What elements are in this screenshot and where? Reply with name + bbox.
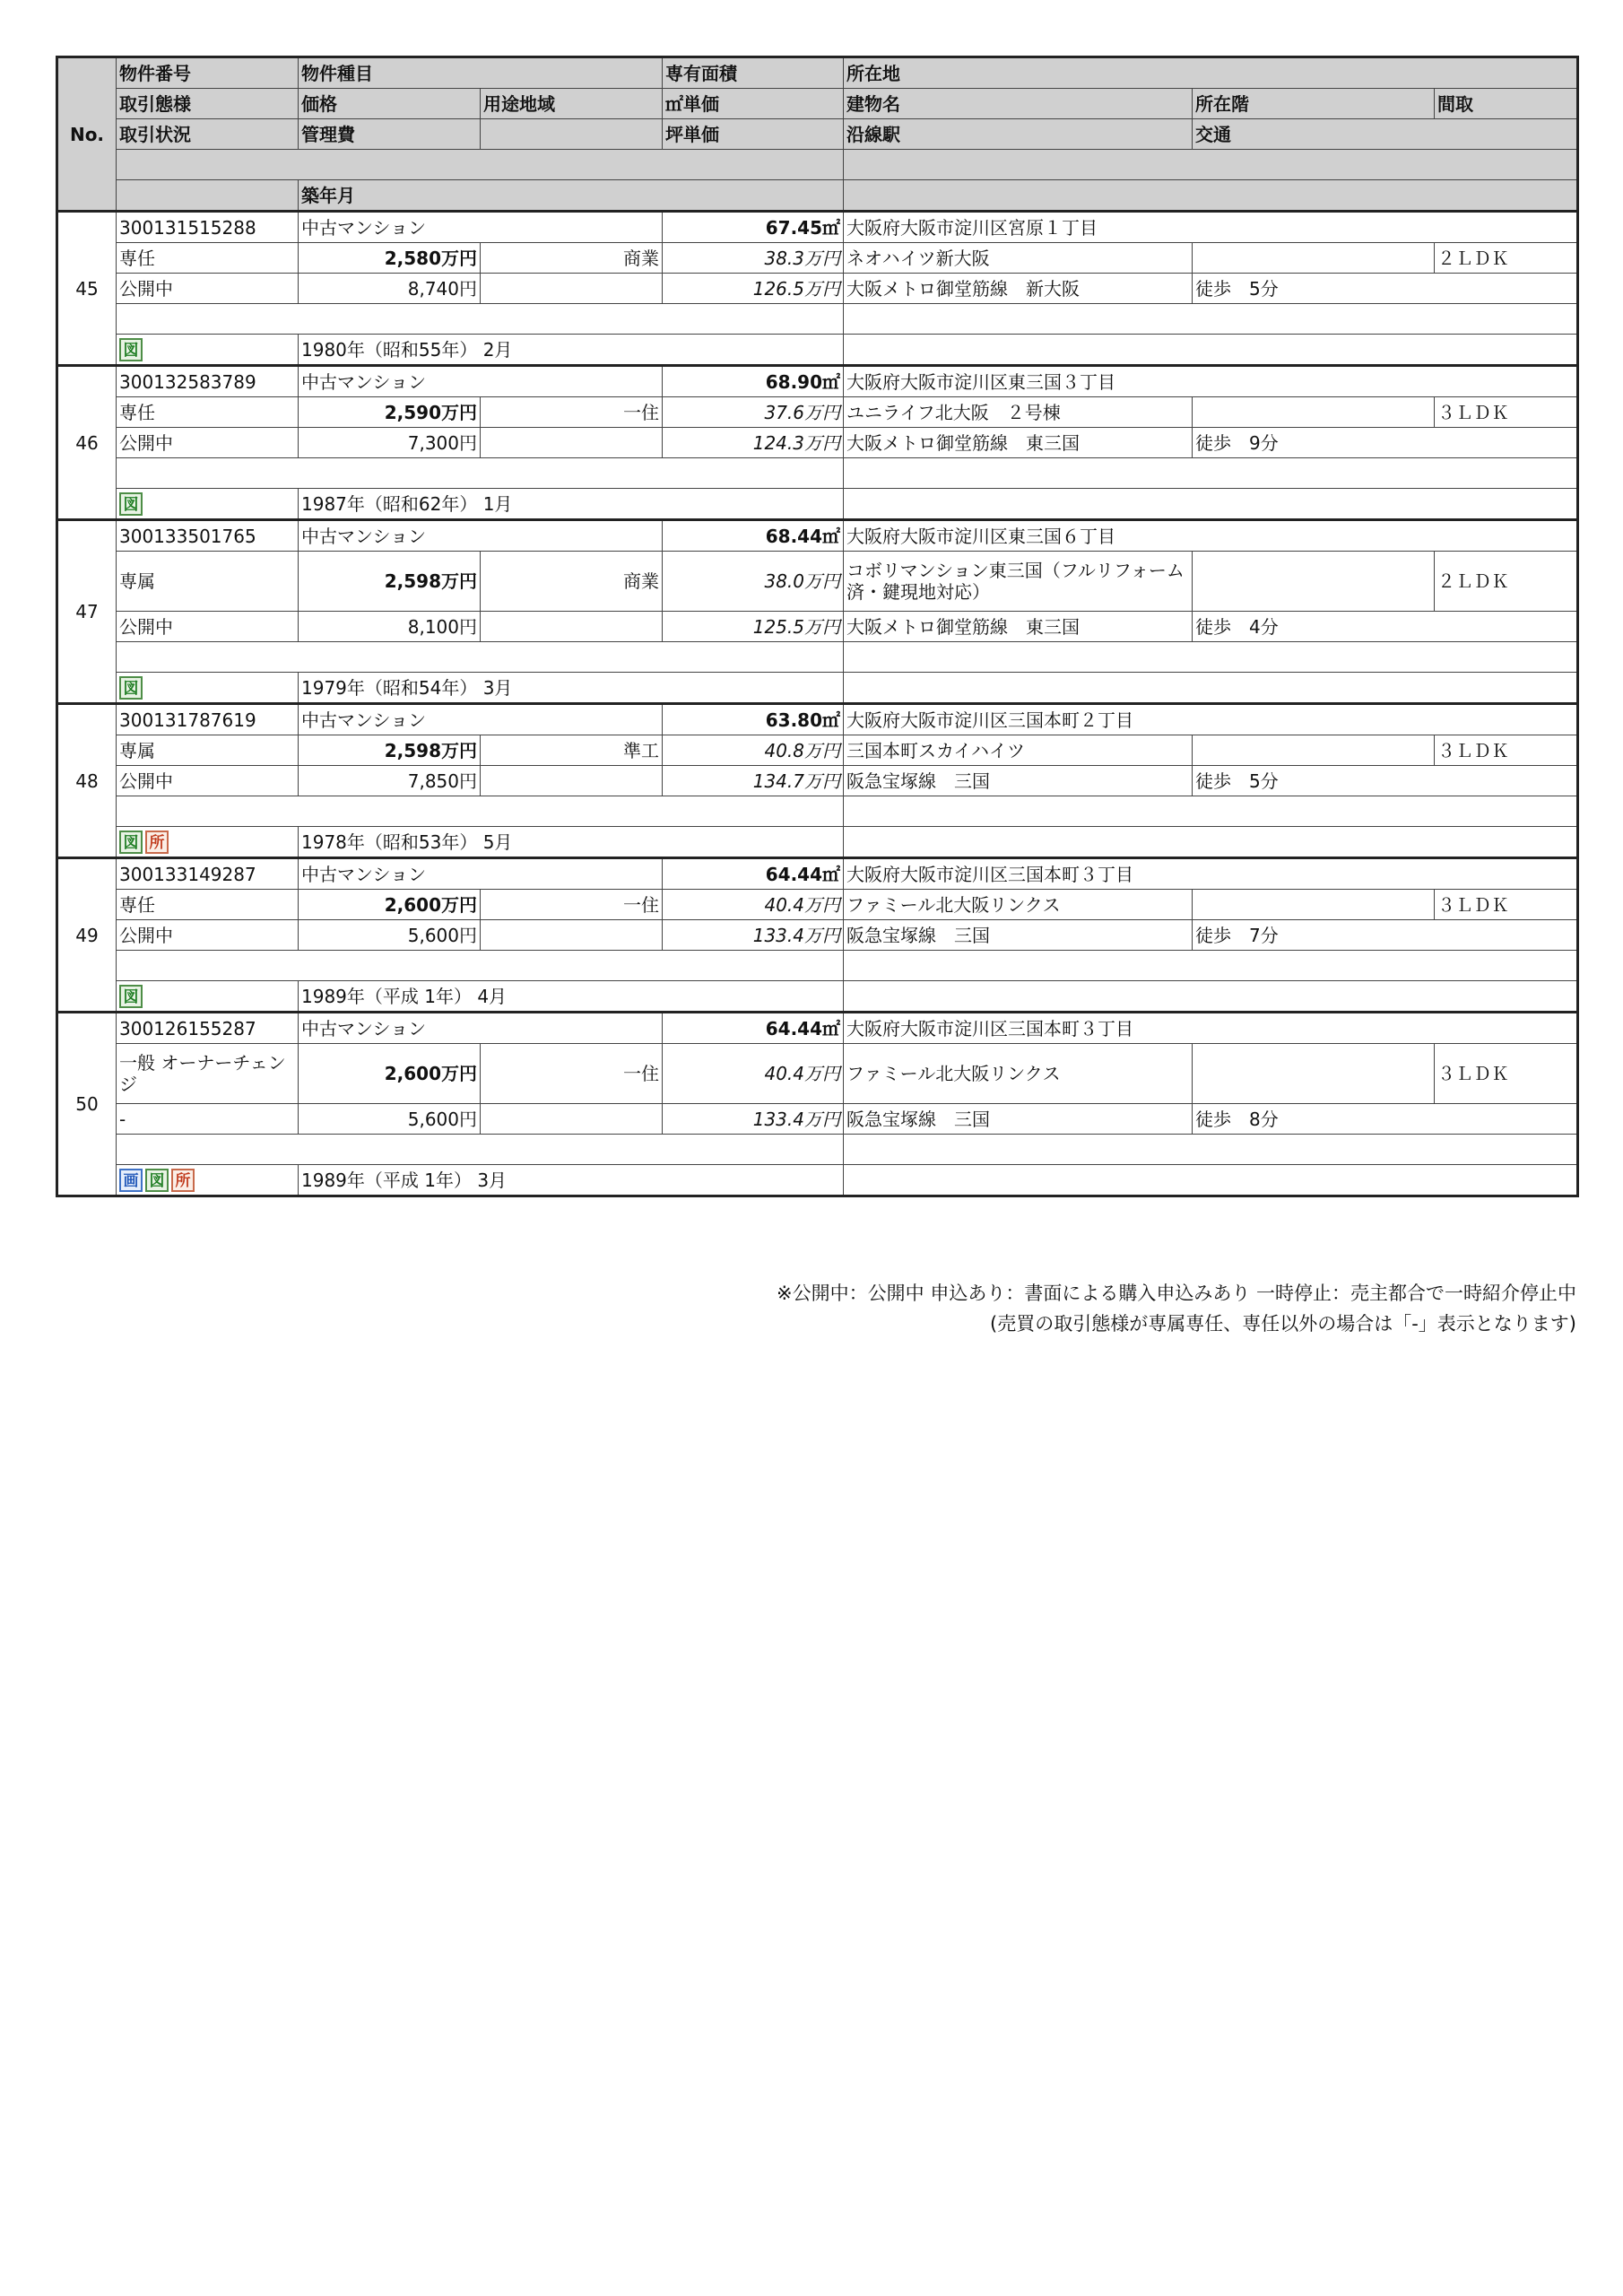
listing-number: 45 <box>57 212 117 366</box>
built-date: 1987年（昭和62年） 1月 <box>299 489 844 520</box>
walk-time: 徒歩 5分 <box>1193 766 1578 796</box>
empty-cell <box>117 304 844 335</box>
price: 2,600万円 <box>299 890 481 920</box>
listing-row-price <box>57 243 1578 274</box>
built-date: 1979年（昭和54年） 3月 <box>299 673 844 704</box>
header-station: 沿線駅 <box>844 119 1193 150</box>
price-per-tsubo: 133.4万円 <box>663 920 844 951</box>
header-layout: 間取 <box>1435 89 1578 119</box>
listing-row-blank <box>57 642 1578 673</box>
floor-area: 63.80㎡ <box>663 704 844 735</box>
walk-time: 徒歩 7分 <box>1193 920 1578 951</box>
empty-cell <box>844 335 1578 366</box>
listing-row-id <box>57 858 1578 890</box>
listing-row-price <box>57 735 1578 766</box>
listing-row-built <box>57 1165 1578 1196</box>
document-badges <box>117 489 299 520</box>
empty-cell <box>844 951 1578 981</box>
status-legend-note: ※公開中：公開中 申込あり：書面による購入申込みあり 一時停止：売主都合で一時紹介停止中 <box>777 1283 1576 1304</box>
listing-number: 50 <box>57 1013 117 1196</box>
price-per-m2: 40.4万円 <box>663 890 844 920</box>
property-type: 中古マンション <box>299 1013 663 1044</box>
building-name: ネオハイツ新大阪 <box>844 243 1193 274</box>
header-row-4 <box>57 150 1578 180</box>
floor <box>1193 397 1435 428</box>
header-blank <box>117 180 299 212</box>
walk-time: 徒歩 5分 <box>1193 274 1578 304</box>
listing-row-blank <box>57 796 1578 827</box>
management-fee: 5,600円 <box>299 920 481 951</box>
floorplan-icon[interactable]: 図 <box>119 338 143 361</box>
address: 大阪府大阪市淀川区宮原１丁目 <box>844 212 1578 243</box>
listing-row-status <box>57 428 1578 458</box>
photo-icon[interactable]: 画 <box>119 1169 143 1192</box>
address: 大阪府大阪市淀川区三国本町３丁目 <box>844 1013 1578 1044</box>
floor <box>1193 735 1435 766</box>
built-date: 1980年（昭和55年） 2月 <box>299 335 844 366</box>
built-date: 1989年（平成 1年） 3月 <box>299 1165 844 1196</box>
header-building-name: 建物名 <box>844 89 1193 119</box>
header-zoning: 用途地域 <box>481 89 663 119</box>
header-row-1 <box>57 57 1578 89</box>
listing-row-built <box>57 981 1578 1013</box>
zoning: 商業 <box>481 243 663 274</box>
empty-cell <box>481 274 663 304</box>
management-fee: 8,100円 <box>299 612 481 642</box>
building-name: コボリマンション東三国（フルリフォーム済・鍵現地対応） <box>844 552 1193 612</box>
price-per-m2: 40.8万円 <box>663 735 844 766</box>
transaction-type: 専任 <box>117 890 299 920</box>
price-per-m2: 38.0万円 <box>663 552 844 612</box>
listing-row-id <box>57 520 1578 552</box>
price-per-m2: 38.3万円 <box>663 243 844 274</box>
listing-row-price <box>57 890 1578 920</box>
price-per-tsubo: 125.5万円 <box>663 612 844 642</box>
building-name: 三国本町スカイハイツ <box>844 735 1193 766</box>
document-badges <box>117 673 299 704</box>
listing-row-price <box>57 552 1578 612</box>
address: 大阪府大阪市淀川区三国本町３丁目 <box>844 858 1578 890</box>
management-fee: 5,600円 <box>299 1104 481 1135</box>
listing-status: 公開中 <box>117 920 299 951</box>
listing-number: 47 <box>57 520 117 704</box>
transaction-type: 専属 <box>117 735 299 766</box>
zoning: 一住 <box>481 1044 663 1104</box>
empty-cell <box>481 920 663 951</box>
header-floor: 所在階 <box>1193 89 1435 119</box>
listing-row-price <box>57 397 1578 428</box>
floorplan-icon[interactable]: 図 <box>119 676 143 700</box>
empty-cell <box>844 1135 1578 1165</box>
listing-row-built <box>57 489 1578 520</box>
transaction-type: 専属 <box>117 552 299 612</box>
header-property-type: 物件種目 <box>299 57 663 89</box>
floor-area: 64.44㎡ <box>663 1013 844 1044</box>
header-property-number: 物件番号 <box>117 57 299 89</box>
layout: ３ＬＤＫ <box>1435 890 1578 920</box>
header-blank <box>844 150 1578 180</box>
property-number: 300126155287 <box>117 1013 299 1044</box>
property-number: 300133501765 <box>117 520 299 552</box>
station: 大阪メトロ御堂筋線 東三国 <box>844 428 1193 458</box>
zoning: 一住 <box>481 890 663 920</box>
price: 2,590万円 <box>299 397 481 428</box>
management-fee: 7,850円 <box>299 766 481 796</box>
property-type: 中古マンション <box>299 858 663 890</box>
listing-status: 公開中 <box>117 274 299 304</box>
price: 2,580万円 <box>299 243 481 274</box>
floor-area: 68.44㎡ <box>663 520 844 552</box>
listing-row-blank <box>57 458 1578 489</box>
management-fee: 7,300円 <box>299 428 481 458</box>
listing-row-built <box>57 673 1578 704</box>
station: 大阪メトロ御堂筋線 新大阪 <box>844 274 1193 304</box>
property-table <box>56 56 1579 1197</box>
footnotes <box>56 1278 1576 1339</box>
address: 大阪府大阪市淀川区東三国３丁目 <box>844 366 1578 397</box>
price: 2,598万円 <box>299 552 481 612</box>
floorplan-icon[interactable]: 図 <box>119 985 143 1008</box>
empty-cell <box>844 1165 1578 1196</box>
layout: ３ＬＤＫ <box>1435 735 1578 766</box>
empty-cell <box>844 673 1578 704</box>
listing-row-id <box>57 1013 1578 1044</box>
empty-cell <box>844 827 1578 858</box>
built-date: 1978年（昭和53年） 5月 <box>299 827 844 858</box>
header-price: 価格 <box>299 89 481 119</box>
header-price-per-tsubo: 坪単価 <box>663 119 844 150</box>
document-badges <box>117 981 299 1013</box>
listing-row-status <box>57 766 1578 796</box>
table-body <box>57 57 1578 1196</box>
empty-cell <box>844 458 1578 489</box>
listing-status: 公開中 <box>117 428 299 458</box>
price: 2,600万円 <box>299 1044 481 1104</box>
listing-number: 46 <box>57 366 117 520</box>
price-per-tsubo: 133.4万円 <box>663 1104 844 1135</box>
header-no: No. <box>57 57 117 212</box>
header-built: 築年月 <box>299 180 844 212</box>
listing-row-id <box>57 704 1578 735</box>
empty-cell <box>844 304 1578 335</box>
listing-row-status <box>57 1104 1578 1135</box>
location-map-icon[interactable]: 所 <box>171 1169 195 1192</box>
listing-row-id <box>57 212 1578 243</box>
price-per-m2: 37.6万円 <box>663 397 844 428</box>
zoning: 一住 <box>481 397 663 428</box>
zoning: 商業 <box>481 552 663 612</box>
empty-cell <box>844 796 1578 827</box>
layout: ２ＬＤＫ <box>1435 243 1578 274</box>
listing-row-id <box>57 366 1578 397</box>
empty-cell <box>481 428 663 458</box>
empty-cell <box>117 951 844 981</box>
header-row-2 <box>57 89 1578 119</box>
floor <box>1193 552 1435 612</box>
property-number: 300132583789 <box>117 366 299 397</box>
listing-row-status <box>57 920 1578 951</box>
listing-status: 公開中 <box>117 612 299 642</box>
header-blank <box>117 150 844 180</box>
layout: ２ＬＤＫ <box>1435 552 1578 612</box>
empty-cell <box>481 766 663 796</box>
header-area: 専有面積 <box>663 57 844 89</box>
built-date: 1989年（平成 1年） 4月 <box>299 981 844 1013</box>
location-map-icon[interactable]: 所 <box>145 831 169 854</box>
listing-row-blank <box>57 951 1578 981</box>
transaction-type: 専任 <box>117 243 299 274</box>
document-badges <box>117 827 299 858</box>
property-number: 300131787619 <box>117 704 299 735</box>
header-access: 交通 <box>1193 119 1578 150</box>
station: 阪急宝塚線 三国 <box>844 1104 1193 1135</box>
price-per-tsubo: 124.3万円 <box>663 428 844 458</box>
listing-row-blank <box>57 1135 1578 1165</box>
header-management-fee: 管理費 <box>299 119 481 150</box>
price-per-m2: 40.4万円 <box>663 1044 844 1104</box>
floorplan-icon[interactable]: 図 <box>119 492 143 516</box>
property-number: 300131515288 <box>117 212 299 243</box>
property-type: 中古マンション <box>299 520 663 552</box>
listing-row-built <box>57 335 1578 366</box>
property-type: 中古マンション <box>299 366 663 397</box>
empty-cell <box>481 1104 663 1135</box>
management-fee: 8,740円 <box>299 274 481 304</box>
walk-time: 徒歩 8分 <box>1193 1104 1578 1135</box>
walk-time: 徒歩 9分 <box>1193 428 1578 458</box>
header-row-5 <box>57 180 1578 212</box>
empty-cell <box>844 489 1578 520</box>
property-type: 中古マンション <box>299 704 663 735</box>
empty-cell <box>117 642 844 673</box>
header-price-per-m2: ㎡単価 <box>663 89 844 119</box>
station: 阪急宝塚線 三国 <box>844 766 1193 796</box>
listing-sheet <box>56 56 1576 1197</box>
address: 大阪府大阪市淀川区三国本町２丁目 <box>844 704 1578 735</box>
header-blank <box>481 119 663 150</box>
building-name: ファミール北大阪リンクス <box>844 1044 1193 1104</box>
price: 2,598万円 <box>299 735 481 766</box>
empty-cell <box>117 1135 844 1165</box>
floor <box>1193 1044 1435 1104</box>
walk-time: 徒歩 4分 <box>1193 612 1578 642</box>
layout: ３ＬＤＫ <box>1435 1044 1578 1104</box>
floor <box>1193 890 1435 920</box>
listing-number: 48 <box>57 704 117 858</box>
document-badges <box>117 1165 299 1196</box>
property-number: 300133149287 <box>117 858 299 890</box>
header-blank <box>844 180 1578 212</box>
listing-row-blank <box>57 304 1578 335</box>
floorplan-icon[interactable]: 図 <box>145 1169 169 1192</box>
floorplan-icon[interactable]: 図 <box>119 831 143 854</box>
empty-cell <box>481 612 663 642</box>
header-row-3 <box>57 119 1578 150</box>
zoning: 準工 <box>481 735 663 766</box>
station: 阪急宝塚線 三国 <box>844 920 1193 951</box>
station: 大阪メトロ御堂筋線 東三国 <box>844 612 1193 642</box>
floor-area: 64.44㎡ <box>663 858 844 890</box>
listing-number: 49 <box>57 858 117 1013</box>
floor <box>1193 243 1435 274</box>
listing-row-price <box>57 1044 1578 1104</box>
floor-area: 68.90㎡ <box>663 366 844 397</box>
listing-row-status <box>57 274 1578 304</box>
document-badges <box>117 335 299 366</box>
listing-row-status <box>57 612 1578 642</box>
building-name: ファミール北大阪リンクス <box>844 890 1193 920</box>
header-status: 取引状況 <box>117 119 299 150</box>
header-transaction-type: 取引態様 <box>117 89 299 119</box>
price-per-tsubo: 126.5万円 <box>663 274 844 304</box>
empty-cell <box>117 796 844 827</box>
layout: ３ＬＤＫ <box>1435 397 1578 428</box>
empty-cell <box>844 981 1578 1013</box>
floor-area: 67.45㎡ <box>663 212 844 243</box>
listing-status: 公開中 <box>117 766 299 796</box>
transaction-type: 専任 <box>117 397 299 428</box>
address: 大阪府大阪市淀川区東三国６丁目 <box>844 520 1578 552</box>
empty-cell <box>844 642 1578 673</box>
listing-row-built <box>57 827 1578 858</box>
listing-status: - <box>117 1104 299 1135</box>
header-location: 所在地 <box>844 57 1578 89</box>
transaction-type-note: (売買の取引態様が専属専任、専任以外の場合は「-」表示となります) <box>990 1313 1576 1335</box>
property-type: 中古マンション <box>299 212 663 243</box>
price-per-tsubo: 134.7万円 <box>663 766 844 796</box>
empty-cell <box>117 458 844 489</box>
transaction-type: 一般 オーナーチェンジ <box>117 1044 299 1104</box>
building-name: ユニライフ北大阪 ２号棟 <box>844 397 1193 428</box>
